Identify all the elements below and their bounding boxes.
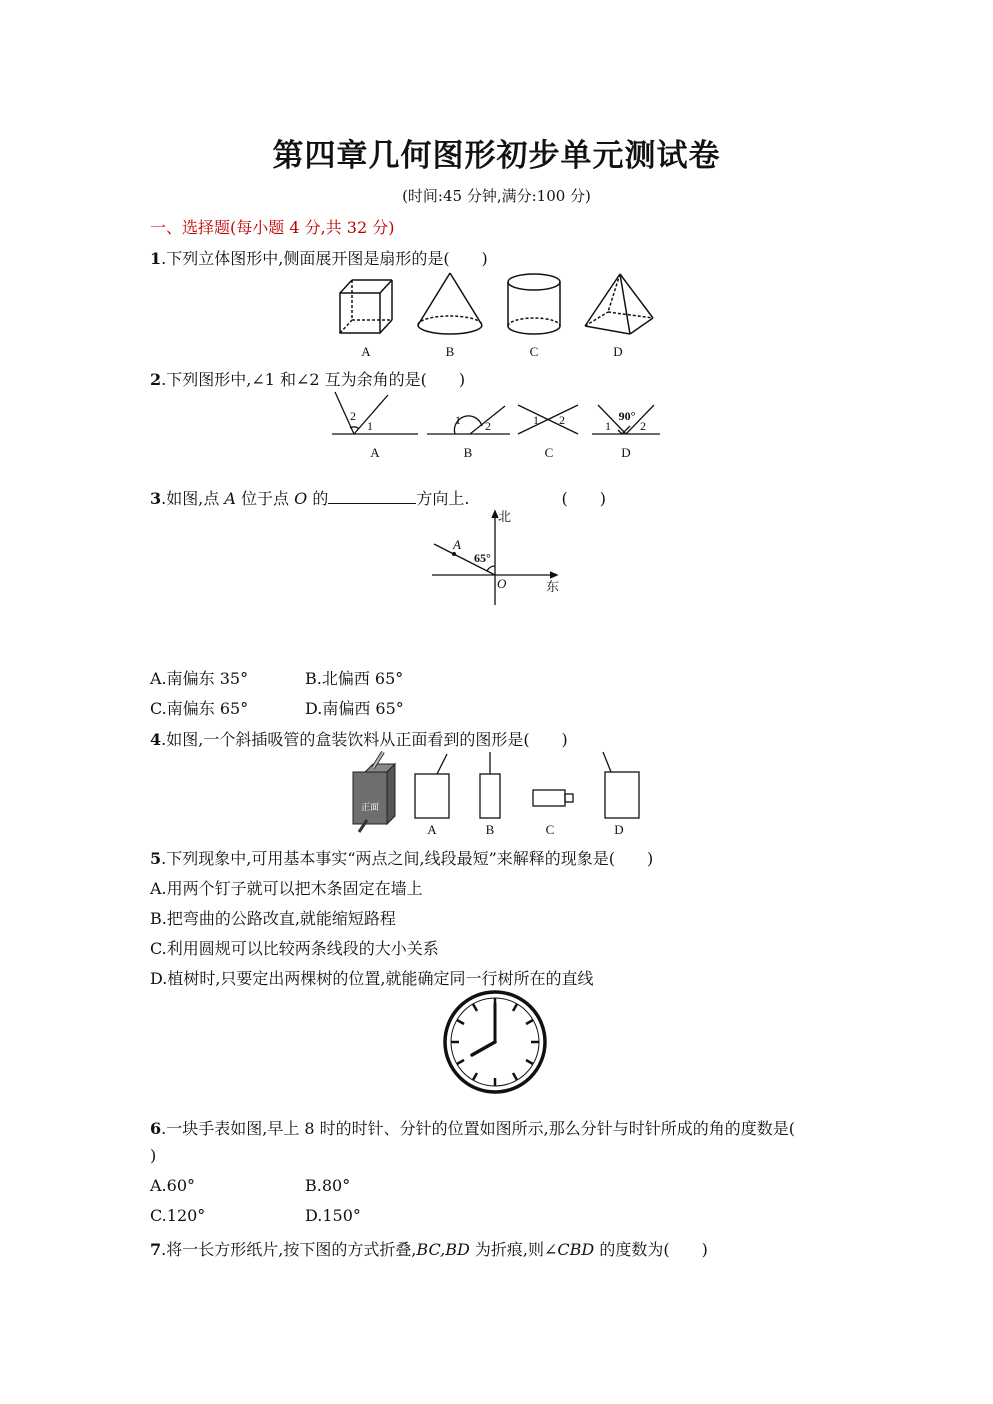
- q3-east-label: 东: [546, 579, 560, 594]
- question-text: 为折痕,则∠: [469, 1240, 558, 1259]
- cylinder-shape: [508, 274, 560, 334]
- q5-option-b[interactable]: B.把弯曲的公路改直,就能缩短路程: [150, 909, 396, 928]
- question-3: [150, 486, 606, 509]
- question-number: 3: [150, 489, 162, 508]
- question-number: 1: [150, 249, 162, 268]
- q1-label-d: D: [613, 344, 623, 359]
- q2d-mark-90: 90°: [618, 409, 636, 423]
- answer-paren: ( ): [561, 489, 606, 508]
- q3-point-a-label: A: [453, 537, 461, 552]
- q3-angle-label: 65°: [474, 551, 491, 565]
- question-text: .下列现象中,可用基本事实“两点之间,线段最短”来解释的现象是( ): [161, 849, 654, 868]
- q6-option-d[interactable]: D.150°: [305, 1206, 361, 1225]
- question-5: [150, 846, 653, 869]
- q3-north-label: 北: [498, 509, 512, 524]
- cube-shape: [340, 280, 392, 333]
- q2a-mark-2: 2: [350, 409, 356, 423]
- q6-option-c[interactable]: C.120°: [150, 1206, 206, 1225]
- question-text: .一块手表如图,早上 8 时的时针、分针的位置如图所示,那么分针与时针所成的角的度数是(: [161, 1119, 795, 1138]
- q2c-mark-1: 1: [533, 413, 539, 427]
- question-text: 的: [307, 489, 329, 508]
- q3-direction-figure: [430, 508, 570, 608]
- question-text: .下列图形中,∠1 和∠2 互为余角的是( ): [161, 370, 466, 389]
- cone-shape: [418, 273, 482, 334]
- question-text: .下列立体图形中,侧面展开图是扇形的是( ): [161, 249, 488, 268]
- q6-option-a[interactable]: A.60°: [150, 1176, 195, 1195]
- q1-label-a: A: [361, 344, 371, 359]
- q5-option-c[interactable]: C.利用圆规可以比较两条线段的大小关系: [150, 939, 439, 958]
- q2b-mark-1: 1: [455, 413, 461, 427]
- point-o: O: [294, 489, 308, 508]
- q3-option-d[interactable]: D.南偏西 65°: [305, 699, 404, 718]
- question-6-cont: ): [150, 1146, 157, 1165]
- front-label: 正面: [360, 802, 380, 812]
- question-number: 6: [150, 1119, 162, 1138]
- question-text: 的度数为( ): [594, 1240, 708, 1259]
- q1-label-b: B: [445, 344, 455, 359]
- q2-label-b: B: [463, 445, 473, 460]
- page-title: 第四章几何图形初步单元测试卷: [272, 138, 721, 174]
- drink-box-3d: [353, 752, 395, 832]
- pyramid-shape: [585, 274, 653, 334]
- question-text: .如图,一个斜插吸管的盒装饮料从正面看到的图形是( ): [161, 730, 568, 749]
- q2d-mark-1: 1: [605, 419, 611, 433]
- question-1: [150, 246, 488, 269]
- question-number: 7: [150, 1240, 162, 1259]
- q4-label-a: A: [427, 822, 437, 837]
- question-2: [150, 367, 465, 390]
- q4-label-c: C: [545, 822, 555, 837]
- point-a: A: [224, 489, 236, 508]
- question-text: .如图,点: [161, 489, 225, 508]
- q6-option-b[interactable]: B.80°: [305, 1176, 351, 1195]
- q2-label-a: A: [370, 445, 380, 460]
- question-text: 方向上.: [416, 489, 470, 508]
- q3-option-c[interactable]: C.南偏东 65°: [150, 699, 249, 718]
- q2-angles-figure: [330, 390, 670, 465]
- angle-name: CBD: [557, 1240, 595, 1259]
- q2-label-c: C: [544, 445, 554, 460]
- clock-figure: [440, 990, 550, 1094]
- q2c-mark-2: 2: [559, 413, 565, 427]
- q2a-mark-1: 1: [367, 419, 373, 433]
- question-number: 5: [150, 849, 162, 868]
- section-heading: 一、选择题(每小题 4 分,共 32 分): [150, 218, 395, 237]
- answer-blank[interactable]: [328, 489, 416, 504]
- q1-label-c: C: [529, 344, 539, 359]
- question-text: 位于点: [235, 489, 295, 508]
- q5-option-a[interactable]: A.用两个钉子就可以把木条固定在墙上: [150, 879, 423, 898]
- q4-drink-figure: [345, 750, 655, 840]
- q5-option-d[interactable]: D.植树时,只要定出两棵树的位置,就能确定同一行树所在的直线: [150, 969, 594, 988]
- q2d-mark-2: 2: [640, 419, 646, 433]
- q3-option-b[interactable]: B.北偏西 65°: [305, 669, 404, 688]
- q3-point-o-label: O: [497, 576, 507, 591]
- q2-label-d: D: [621, 445, 631, 460]
- q2b-mark-2: 2: [485, 419, 491, 433]
- question-7: [150, 1237, 708, 1260]
- fold-segments: BC,BD: [416, 1240, 470, 1259]
- q4-label-d: D: [614, 822, 624, 837]
- question-6: [150, 1116, 795, 1139]
- exam-info: (时间:45 分钟,满分:100 分): [402, 187, 591, 205]
- q4-label-b: B: [485, 822, 495, 837]
- question-text: .将一长方形纸片,按下图的方式折叠,: [161, 1240, 417, 1259]
- q3-option-a[interactable]: A.南偏东 35°: [150, 669, 249, 688]
- hour-hand: [472, 1042, 495, 1055]
- q1-solids-figure: [330, 268, 670, 363]
- question-4: [150, 727, 568, 750]
- question-number: 4: [150, 730, 162, 749]
- question-number: 2: [150, 370, 162, 389]
